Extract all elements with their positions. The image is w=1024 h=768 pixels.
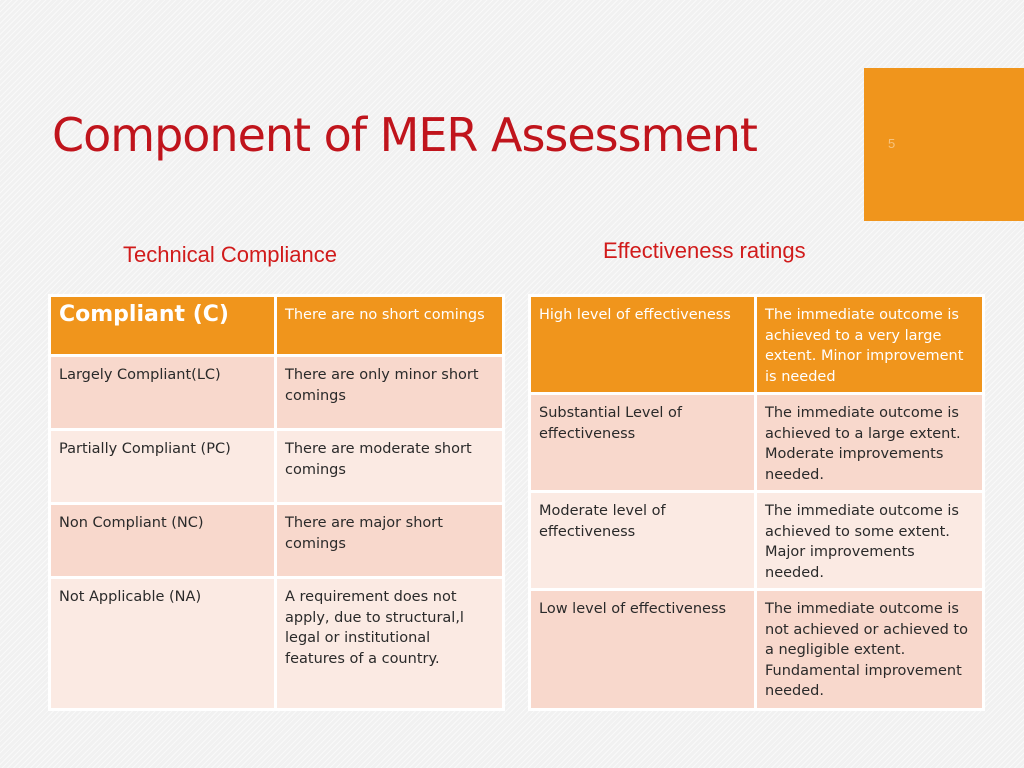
- description-cell: The immediate outcome is not achieved or achieved to a negligible extent. Fundamental improvement needed.: [756, 590, 984, 710]
- table-row: [530, 296, 984, 394]
- description-cell: The immediate outcome is achieved to a large extent. Moderate improvements needed.: [756, 394, 984, 492]
- description-cell: The immediate outcome is achieved to some extent. Major improvements needed.: [756, 492, 984, 590]
- description-cell: The immediate outcome is achieved to a very large extent. Minor improvement is needed: [756, 296, 984, 394]
- rating-cell: Partially Compliant (PC): [50, 430, 276, 504]
- table-row: [50, 296, 504, 356]
- rating-cell: Compliant (C): [50, 296, 276, 356]
- description-cell: A requirement does not apply, due to structural,l legal or institutional features of a country.: [276, 578, 504, 710]
- slide-title: Component of MER Assessment: [52, 108, 757, 162]
- description-cell: There are no short comings: [276, 296, 504, 356]
- table-row: [50, 578, 504, 710]
- table-row: [530, 492, 984, 590]
- technical-compliance-heading: Technical Compliance: [123, 242, 337, 267]
- technical-compliance-table: [48, 294, 505, 711]
- page-number: 5: [888, 136, 896, 151]
- table-row: [50, 504, 504, 578]
- table-row: [530, 394, 984, 492]
- rating-cell: Substantial Level of effectiveness: [530, 394, 756, 492]
- rating-cell: Not Applicable (NA): [50, 578, 276, 710]
- page-number-box: [864, 68, 1024, 221]
- rating-cell: High level of effectiveness: [530, 296, 756, 394]
- table-row: [50, 356, 504, 430]
- rating-cell: Moderate level of effectiveness: [530, 492, 756, 590]
- description-cell: There are moderate short comings: [276, 430, 504, 504]
- effectiveness-ratings-heading: Effectiveness ratings: [603, 238, 806, 263]
- table-row: [50, 430, 504, 504]
- description-cell: There are only minor short comings: [276, 356, 504, 430]
- rating-cell: Low level of effectiveness: [530, 590, 756, 710]
- rating-cell: Non Compliant (NC): [50, 504, 276, 578]
- description-cell: There are major short comings: [276, 504, 504, 578]
- table-row: [530, 590, 984, 710]
- rating-cell: Largely Compliant(LC): [50, 356, 276, 430]
- effectiveness-ratings-table: [528, 294, 985, 711]
